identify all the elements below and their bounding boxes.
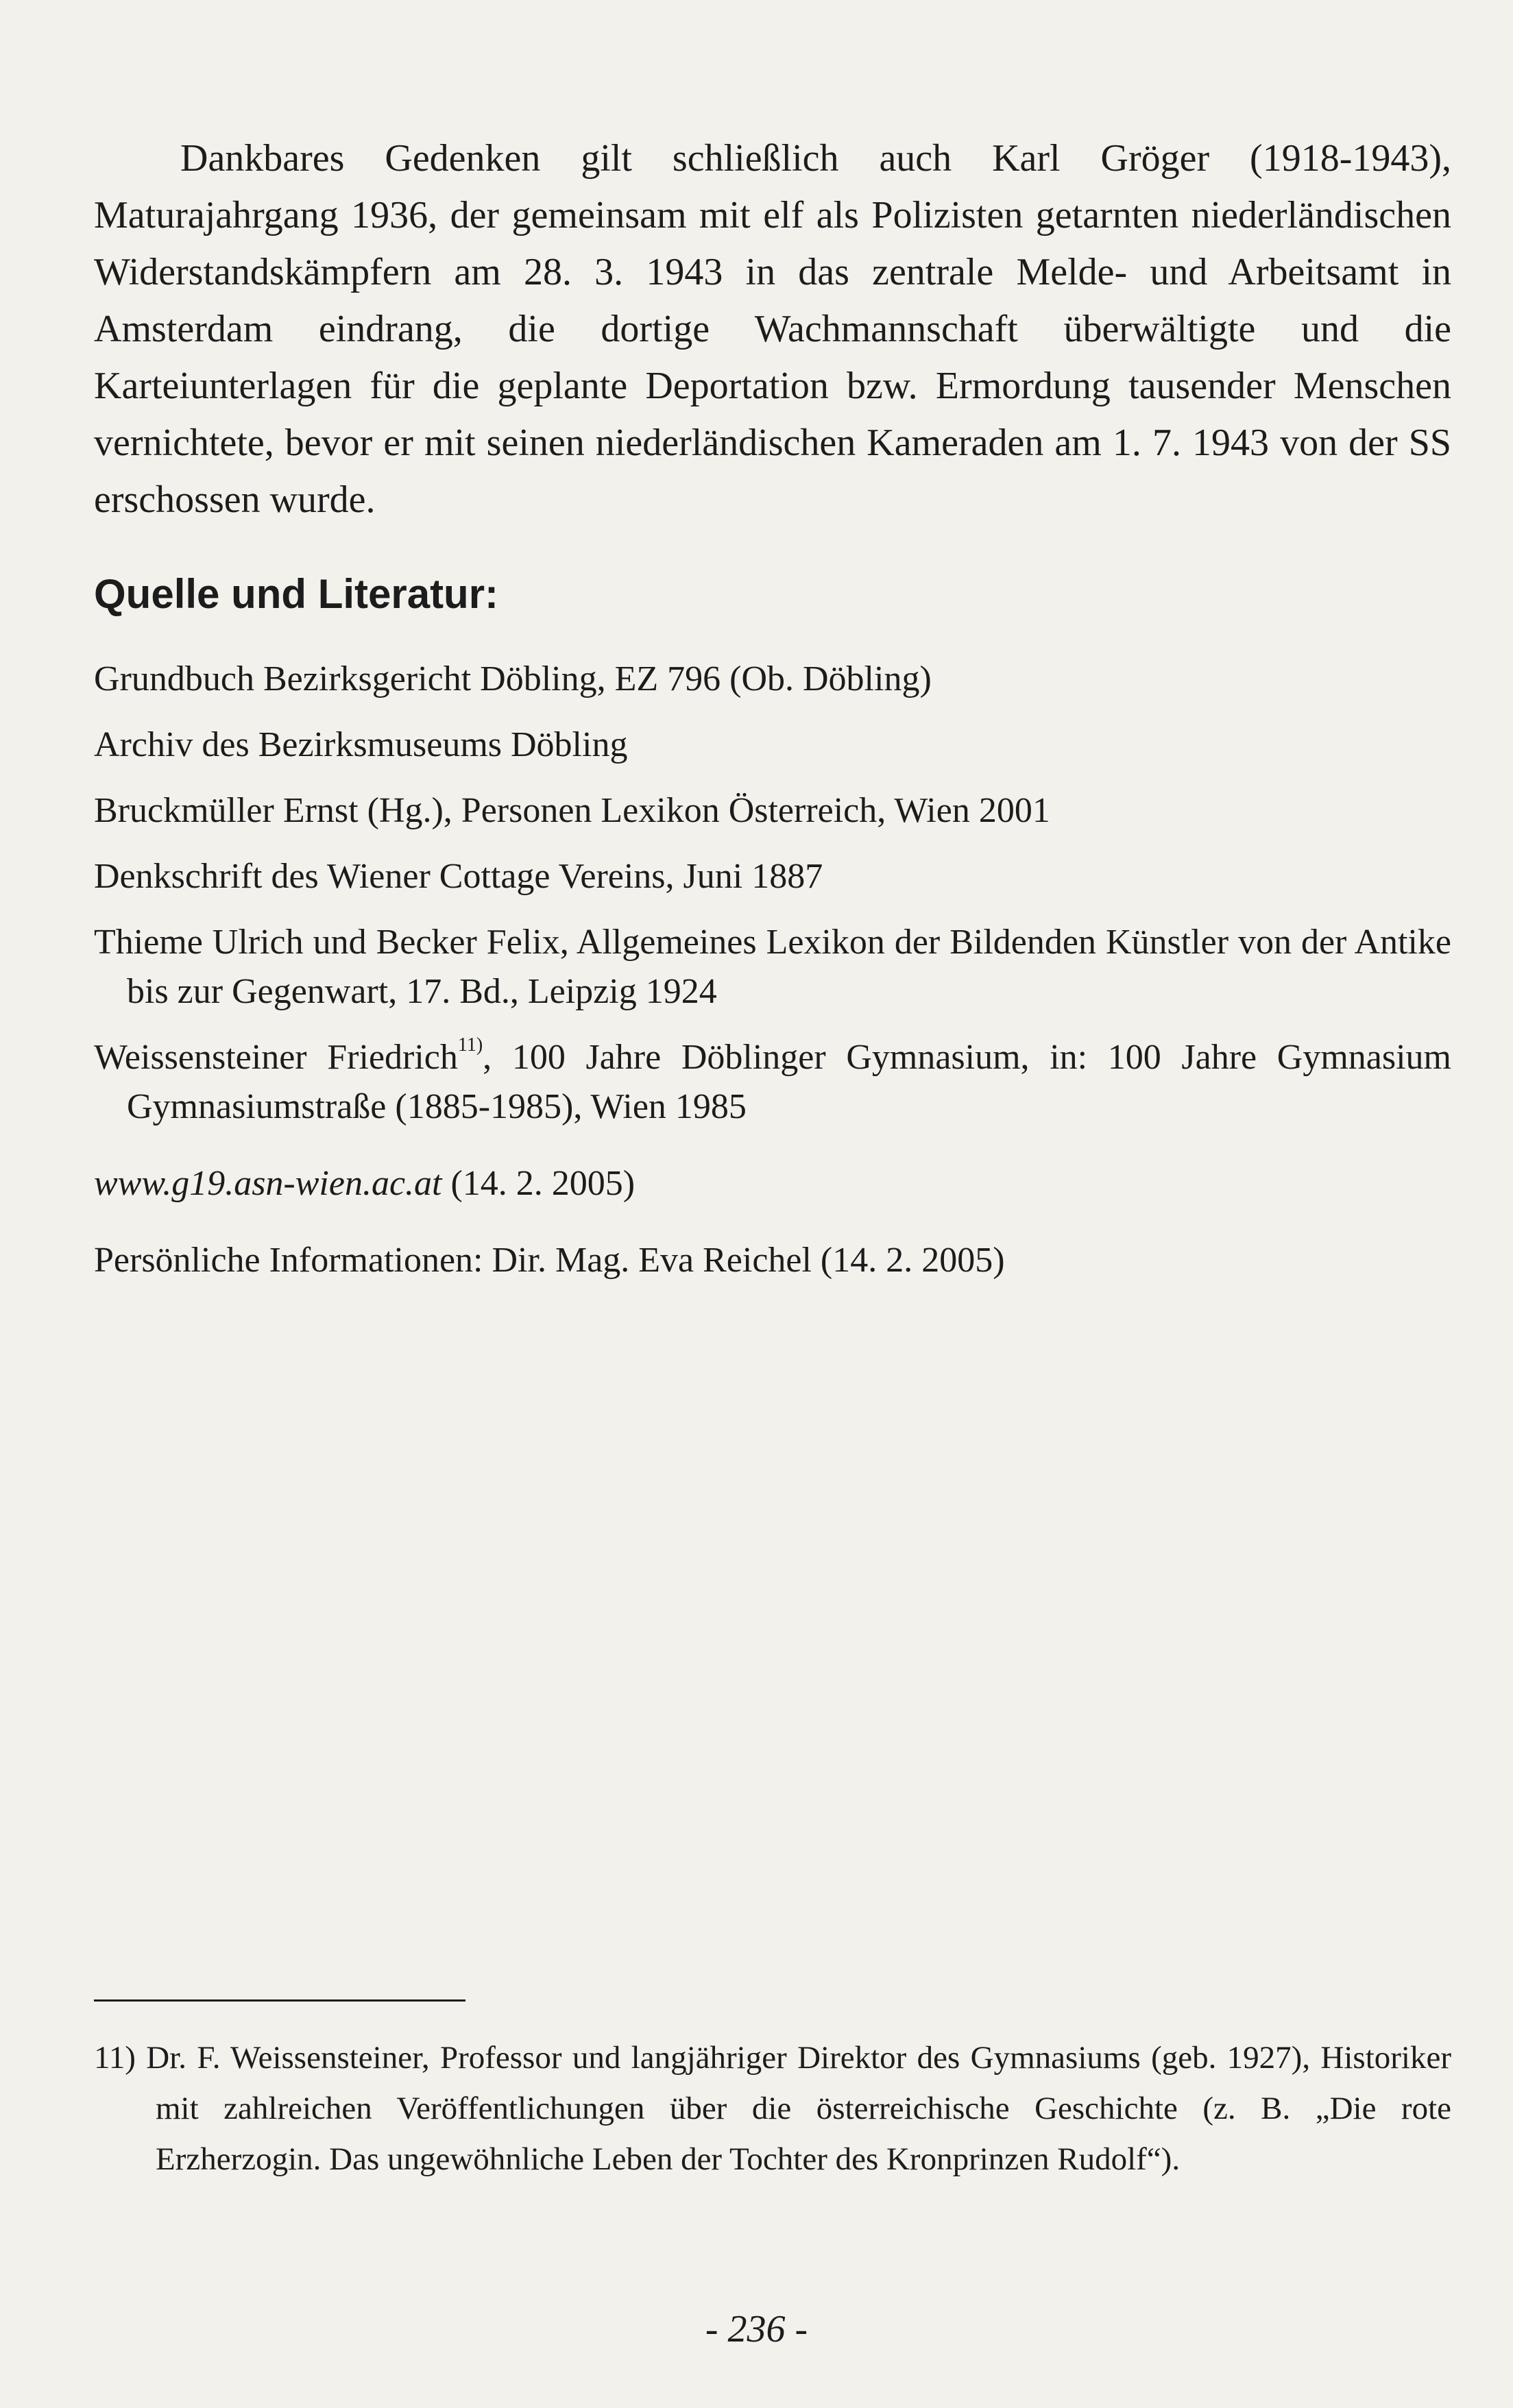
footnote-marker: 11) <box>457 1034 483 1056</box>
reference-item-web <box>94 1159 1451 1208</box>
footnote-number: 11) <box>94 2040 136 2076</box>
reference-item: Bruckmüller Ernst (Hg.), Personen Lexikon Österreich, Wien 2001 <box>94 791 1050 830</box>
reference-item-weissensteiner <box>94 1033 1451 1132</box>
page-content <box>94 130 1451 1302</box>
reference-url: www.g19.asn-wien.ac.at <box>94 1164 442 1203</box>
body-paragraph: Dankbares Gedenken gilt schließlich auch Karl Gröger (1918-1943), Maturajahrgang 1936, der gemeinsam mit elf als Polizisten getarnten niederländischen Widerstandskämpfern am 28. 3. 1943 in das zentrale Melde- und Arbeitsamt in Amsterdam eindrang, die dortige Wachmannschaft überwältigte und die Karteiunterlagen für die geplante Deportation bzw. Ermordung tausender Menschen vernichtete, bevor er mit seinen niederländischen Kameraden am 1. 7. 1943 von der SS erschossen wurde. <box>94 137 1451 521</box>
reference-item: Grundbuch Bezirksgericht Döbling, EZ 796 (Ob. Döbling) <box>94 659 932 698</box>
page-number: - 236 - <box>705 2308 808 2350</box>
reference-author: Weissensteiner Friedrich <box>94 1038 458 1077</box>
reference-item: Denkschrift des Wiener Cottage Vereins, Juni 1887 <box>94 857 823 896</box>
reference-list <box>94 655 1451 1285</box>
reference-text: , 100 Jahre Döblinger Gymnasium, in: 100 Jahre Gymnasium Gymnasiumstraße (1885-1985), Wien 1985 <box>127 1038 1451 1126</box>
reference-item: Thieme Ulrich und Becker Felix, Allgemeines Lexikon der Bildenden Künstler von der Antike bis zur Gegenwart, 17. Bd., Leipzig 1924 <box>94 923 1451 1011</box>
footnote-text: Dr. F. Weissensteiner, Professor und langjähriger Direktor des Gymnasiums (geb. 1927), Historiker mit zahlreichen Veröffentlichungen über die österreichische Geschichte (z. B. „Die rote Erzherzogin. Das ungewöhnliche Leben der Tochter des Kronprinzen Rudolf“). <box>146 2040 1451 2177</box>
page-number-value: 236 <box>727 2308 786 2350</box>
sources-heading: Quelle und Literatur: <box>94 571 499 617</box>
reference-date: (14. 2. 2005) <box>441 1164 636 1203</box>
footnote-divider <box>94 1999 465 2002</box>
reference-item: Archiv des Bezirksmuseums Döbling <box>94 725 628 764</box>
footnote <box>94 2032 1451 2185</box>
reference-item-personal: Persönliche Informationen: Dir. Mag. Eva Reichel (14. 2. 2005) <box>94 1241 1005 1280</box>
